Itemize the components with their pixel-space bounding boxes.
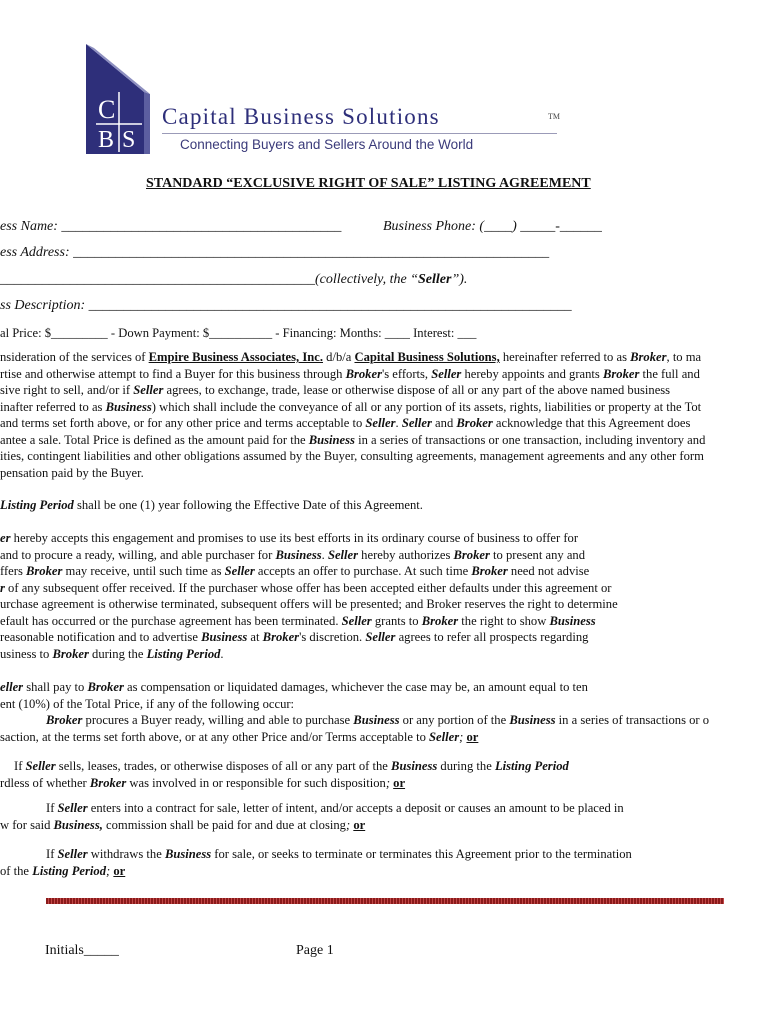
- company-logo: [86, 44, 150, 154]
- document-title: STANDARD “EXCLUSIVE RIGHT OF SALE” LISTING AGREEMENT: [146, 176, 591, 191]
- clause-seller-contract: If Seller enters into a contract for sale, letter of intent, and/or accepts a deposit or causes an amount to be placed in w for said Business, commission shall be paid for and due at closing; or: [0, 801, 624, 832]
- business-name-field[interactable]: ess Name: ________________________________________: [0, 219, 342, 234]
- logo-divider: [162, 133, 557, 134]
- business-description-field[interactable]: ss Description: _____________________________________________________________________: [0, 298, 572, 313]
- business-address-field[interactable]: ess Address: ____________________________________________________________________: [0, 245, 550, 260]
- clause-seller-sells: If Seller sells, leases, trades, or otherwise disposes of all or any part of the Business during the Listing Period rdless of whether Broker was involved in or responsible for such disposition; or: [0, 759, 569, 790]
- seller-line-blank[interactable]: _____________________________________________(collectively, the “: [0, 272, 419, 287]
- engagement-paragraph: er hereby accepts this engagement and promises to use its best efforts in its ordinary course of business to offer for and to procure a ready, willing, and able purchaser for Business. Seller hereby authorizes Broker to present any and ffers Broker may receive, until such time as Seller accepts an offer to purchase. At such time Broker need not advise r of any subsequent offer received. If the purchaser whose offer has been accepted either defaults under this agreement or urchase agreement is otherwise terminated, subsequent offers will be presented; and Broker reserves the right to determine efault has occurred or the purchase agreement has been terminated. Seller grants to Broker the right to show Business reasonable notification and to advertise Business at Broker's discretion. Seller agrees to refer all prospects regarding usiness to Broker during the Listing Period.: [0, 531, 618, 661]
- listing-period-paragraph: Listing Period shall be one (1) year following the Effective Date of this Agreement.: [0, 498, 423, 512]
- seller-line-end: ”).: [451, 272, 468, 287]
- price-terms-line[interactable]: al Price: $_________ - Down Payment: $__________ - Financing: Months: ____ Interest: ___: [0, 326, 477, 340]
- footer-divider: [46, 898, 724, 904]
- svg-text:B: B: [98, 127, 115, 153]
- business-phone-field[interactable]: Business Phone: (____) _____-______: [383, 219, 602, 234]
- svg-text:C: C: [98, 95, 116, 124]
- consideration-paragraph: nsideration of the services of Empire Business Associates, Inc. d/b/a Capital Business Solutions, hereinafter referred to as Broker, to ma rtise and otherwise attempt to find a Buyer for this business through Broker's efforts, Seller hereby appoints and grants Broker the full and sive right to sell, and/or if Seller agrees, to exchange, trade, lease or otherwise dispose of all or any part of the above named business inafter referred to as Business) which shall include the conveyance of all or any portion of its assets, rights, liabilities or property at the Tot and terms set forth above, or for any other price and terms acceptable to Seller. Seller and Broker acknowledge that this Agreement does antee a sale. Total Price is defined as the amount paid for the Business in a series of transactions or one transaction, including inventory and ities, contingent liabilities and other obligations assumed by the Buyer, consulting agreements, management agreements and any other form pensation paid by the Buyer.: [0, 350, 706, 480]
- company-tagline: Connecting Buyers and Sellers Around the World: [180, 137, 474, 152]
- svg-text:S: S: [122, 127, 136, 153]
- seller-term: Seller: [418, 272, 452, 287]
- trademark-mark: TM: [548, 112, 560, 121]
- cbs-monogram: [86, 44, 150, 154]
- seller-collective-line: [0, 272, 467, 288]
- initials-field[interactable]: Initials_____: [45, 943, 119, 958]
- compensation-paragraph: eller shall pay to Broker as compensation or liquidated damages, whichever the case may be, an amount equal to ten ent (10%) of the Total Price, if any of the following occur: Broker procures a Buyer ready, willing and able to purchase Business or any portion of the Business in a series of transactions or o saction, at the terms set forth above, or at any other Price and/or Terms acceptable to Seller; or: [0, 680, 710, 744]
- company-name: Capital Business Solutions: [162, 104, 440, 129]
- page-number: Page 1: [296, 943, 334, 958]
- clause-seller-withdraws: If Seller withdraws the Business for sale, or seeks to terminate or terminates this Agreement prior to the termination of the Listing Period; or: [0, 847, 632, 878]
